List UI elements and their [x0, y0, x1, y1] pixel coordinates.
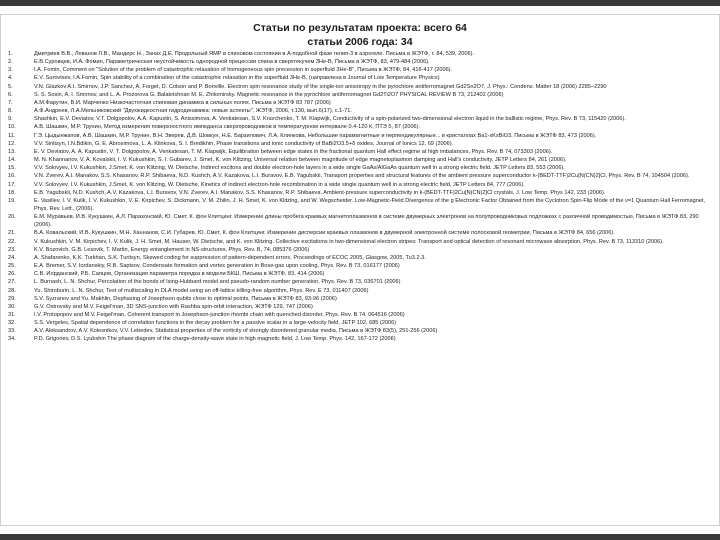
list-item: [8, 58, 714, 66]
list-item: [8, 50, 714, 58]
item-number: 34.: [8, 336, 16, 343]
list-item: [8, 213, 714, 229]
item-number: 27.: [8, 279, 16, 286]
list-item: [8, 303, 714, 311]
list-item: [8, 140, 714, 148]
list-item: [8, 164, 714, 172]
list-item: [8, 295, 714, 303]
list-item: [8, 189, 714, 197]
item-text: Г.Э. Цыдынжапов, А.В. Шашкин, М.Р. Трунин, В.Н. Зверев, Д.В. Шовкун, Н.Е. Барзилович, Л.А. Клинкова, Небольшие парамагнитные и перпендикулярные... в кристаллах Ba1-xKxBiO3, Письма в ЖЭТФ 83, 473 (2006).: [34, 132, 597, 139]
item-text: А.В. Шашкин, М.Р. Трунин, Метод измерения поверхностного импеданса сверхпроводников в температурном интервале 0.4-120 К, ПТЭ 5, 87 (2006).: [34, 124, 421, 131]
item-text: V.N. Zverev, A.I. Manakov, S.S. Khasanov, R.P. Shibaeva, N.D. Kushch, A.V. Kazakova, L.I. Buravov, E.B. Yagubskii, Transport properties and structural features of the ambient pressure superconductor k-(BEDT-TTF)2Cu[N(CN)2]Cl, Phys. Rev. B 74, 104504 (2006).: [34, 173, 690, 180]
item-text: S.S. Vergeles, Spatial dependence of correlation functions in the decay problem for a passive scalar in a large-velocity field, JETP 102, 685 (2006): [34, 320, 397, 327]
item-number: 8.: [8, 108, 13, 115]
list-item: [8, 327, 714, 335]
item-number: 25.: [8, 263, 16, 270]
item-text: A.V. Aleksandrov, A.V. Kolesnikov, V.V. Lebedev, Statistical properties of the vorticity of strongly disordered granular media, Письма в ЖЭТФ 83(5), 251-256 (2006): [34, 328, 438, 335]
item-text: I.A. Fomin, Comment on "Solution of the problem of catastrophic relaxation of homogeneous spin precession in superfluid 3He-B", Письма в ЖЭТФ, 84, 416-417 (2006).: [34, 67, 453, 74]
item-number: 15.: [8, 165, 16, 172]
item-text: Е.В.Суровцев, И.А. Фомин, Параметрическая неустойчивость однородной прецессии спина в сверхтекучем 3He-B, Письма в ЖЭТФ, 83, 479-484 (2006).: [34, 59, 430, 66]
list-item: [8, 172, 714, 180]
item-number: 19.: [8, 197, 16, 204]
item-text: L. Burnash, L. N. Shchur, Percolation of the bonds of Ising-Hubbard model and pseudo-random number generation, Phys. Rev. B 73, 036701 (2006): [34, 279, 401, 286]
item-text: В.А. Ковальский, И.В. Кукушкин, М.Н. Ханнанов, С.И. Губарев, Ю. Смет, К. фон Клитцинг. Измерение дисперсии краевых плазмонов в двумерной электронной системе полосковой геометрии, Письма в ЖЭТФ 84, 656 (2006).: [34, 230, 615, 237]
list-item: [8, 335, 714, 343]
item-number: 13.: [8, 148, 16, 155]
item-number: 28.: [8, 287, 16, 294]
item-text: E. V. Deviatov, A. A. Kapustin, V. T. Dolgopolov, A. Venkatesan, T. M. Klapwijk, Equilibration between edge states in the fractional quantum Hall effect regime at high imbalances, Phys. Rev. B 74, 073303 (2006).: [34, 148, 553, 155]
item-number: 2.: [8, 59, 13, 66]
item-text: S.V. Syzranov and Yu. Makhlin, Dephasing of Josephson qubits close to optimal points, Письма в ЖЭТФ 83, 93-96 (2006): [34, 295, 337, 302]
list-item: [8, 278, 714, 286]
item-text: А.М.Фарутин, В.И. Марченко Низкочастотная спиновая динамика в сильных полях. Письма в ЖЭТФ 83 787 (2006): [34, 99, 331, 106]
item-number: 18.: [8, 189, 16, 196]
item-number: 22.: [8, 238, 16, 245]
list-item: [8, 229, 714, 237]
item-number: 10.: [8, 124, 16, 131]
list-item: [8, 197, 714, 213]
list-item: [8, 246, 714, 254]
item-number: 9.: [8, 116, 13, 123]
list-item: [8, 83, 714, 91]
list-item: [8, 91, 714, 99]
item-number: 7.: [8, 99, 13, 106]
list-item: [8, 132, 714, 140]
item-number: 26.: [8, 271, 16, 278]
list-item: [8, 262, 714, 270]
item-number: 5.: [8, 83, 13, 90]
list-item: [8, 115, 714, 123]
bottom-frame-bar: [0, 526, 720, 534]
list-item: [8, 123, 714, 131]
item-text: E.A. Bremer, S.V. Iordanskiy, R.B. Saptsov, Condensate formation and vortex generation in Bose-gas upon cooling, Phys. Rev. B 73, 016177 (2006): [34, 263, 400, 270]
item-text: K.V. Bozovich, G.B. Lesovik, T. Martin, Energy entanglement in NS-structures, Phys. Rev. B, 74, 085376 (2006): [34, 246, 310, 253]
item-text: I.V. Protopopov and M.V. Feigel'man, Coherent transport in Josephson-junction rhombi chain with quenched disorder, Phys. Rev. B 74, 064516 (2006): [34, 312, 405, 318]
item-text: A. Shafarenko, K.K. Turkhan, S.K. Turitsyn, Skewed coding for suppression of pattern-dependent errors, Proceedings of ECOC 2005, Glasgow, 2005, Tu3.2.3.: [34, 254, 426, 261]
list-item: [8, 319, 714, 327]
item-text: E.B. Yagubskii, N.D. Kushch, A.V. Kazakova, L.I. Buravov, V.N. Zverev, A.I. Manakov, S.S. Khasanov, R.P. Shibaeva. Ambient-pressure superconductivity in k-(BEDT-TTF)2Cu[N(CN)2]Cl crystals, J. Low Temp. Phys 142, 233 (2006).: [34, 189, 606, 196]
item-number: 12.: [8, 140, 16, 147]
item-number: 4.: [8, 75, 13, 82]
list-item: [8, 238, 714, 246]
item-number: 24.: [8, 254, 16, 261]
list-item: [8, 181, 714, 189]
item-text: Дмитриев В.В., Леванов Л.В., Мандерс Н., Занах Д.Е. Продольный ЯМР в спиновом состоянии в A-подобной фазе гелия-3 в аэрогеле. Письма в ЖЭТФ, т. 84, 539, 2006).: [34, 51, 475, 57]
item-text: V. Kukushkin, V. M. Kirpichev, I. V. Kulik, J. H. Smet, M. Hauser, W. Dietsche, and K. von Klitzing. Collective excitations in two-dimensional electron stripes: Transport and optical detection of resonant microwave absorption, Phys. Rev. B 73, 113310 (2006).: [34, 238, 664, 245]
list-item: [8, 66, 714, 74]
item-text: P.D. Grigoriev, D.S. Lyubshin The phase diagram of the charge-density-wave state in high magnetic field, J. Low Temp. Phys. 142, 167-172 (2006): [34, 336, 396, 343]
list-item: [8, 287, 714, 295]
page-title: Статьи по результатам проекта: всего 64: [253, 22, 467, 34]
item-number: 23.: [8, 246, 16, 253]
list-item: [8, 156, 714, 164]
item-number: 3.: [8, 67, 13, 74]
item-number: 33.: [8, 328, 16, 335]
item-text: V.V. Sinitsyn, I.N.Bdikin, G. E. Abrosimova, L. A. Klinkova, S. I. Bredikhin, Phase transitions and ionic conductivity of BaBi2O3.5+δ oxides, Journal of Ionics 12, 69 (2006).: [34, 140, 454, 147]
item-text: M. N. Khannanov, V. A. Kovalskii, I. V. Kukushkin, S. I. Gubarev, J. Smet, K. von Klitzing, Universal relation between magnitude of edge magnetoplasmon damping and Hall's conductivity, JETP Letters 84, 261 (2006).: [34, 157, 567, 164]
top-frame-bar: [0, 6, 720, 14]
document-page: [0, 14, 720, 526]
item-text: А.Ф.Андреев, Л.А.Мельниковский "Двухжидкостная гидродинамика: новые аспекты", ЖЭТФ, 2006, т.130, вып.6(17), с.1-71.: [34, 108, 352, 115]
item-number: 16.: [8, 173, 16, 180]
list-item: [8, 254, 714, 262]
item-text: S. S. Sosin, A. I. Smirnov, and L. A. Prozorova G. Balakrishnan M. E. Zhitomirsky. Magnetic resonance in the pyrochlore antiferromagnet Gd2Ti2O7 PHYSICAL REVIEW B 73, 212402 (2006): [34, 91, 504, 98]
item-text: V.V. Solovyev, I.V. Kukushkin, J.Smet, K. von Klitzing, W. Dietsche, Indirect excitons and double electron-hole layers in a wide single GaAs/AlGaAs quantum well in a strong electric field, JETP Letters 83, 553 (2006).: [34, 165, 565, 172]
list-item: [8, 148, 714, 156]
list-item: [8, 270, 714, 278]
item-number: 30.: [8, 303, 16, 310]
item-text: Е.М. Муравьев, И.В. Кукушкин, А.Л. Парахонский, Ю. Смет, К. фон Клитцинг. Измерение длины пробега краевых магнитоплазмонов в системе двумерных электронов на полупроводниковых подложках с различной проводимостью, Письма в ЖЭТФ 83, 290 (2006).: [34, 214, 699, 229]
item-text: V.V. Solovyev, I.V. Kukushkin, J.Smet, K. von Klitzing, W. Dietsche, Kinetics of indirect electron-hole recombination in a wide single quantum well in a strong electric field, JETP Letters 84, 777 (2006).: [34, 181, 525, 188]
page-subtitle: статьи 2006 года: 34: [307, 36, 413, 48]
item-text: Shashkin, E.V. Deviatov, V.T. Dolgopolov, A.A. Kapustin, S. Anissimova, A. Venkatesan, S.V. Kravchenko, T. M. Klapwijk, Conductivity of a spin-polarized two-dimensional electron liquid in the ballistic regime, Phys. Rev. B 73, 115420 (2006).: [34, 116, 626, 123]
item-number: 17.: [8, 181, 16, 188]
item-text: Yu. Shiroburin, L. N. Shchur, Test of multiscaling in DLA model using an off-lattice killing-free algorithm, Phys. Rev. E 73, 011407 (2006): [34, 287, 369, 294]
item-text: С.В. Иорданский, Р.Б. Сапцов, Организация параметра порядка в модели БКШ, Письма в ЖЭТФ, 83, 414 (2006): [34, 271, 325, 278]
item-number: 21.: [8, 230, 16, 237]
item-number: 14.: [8, 157, 16, 164]
item-number: 32.: [8, 320, 16, 327]
item-text: E. Vasiliev, I. V. Kulik, I. V. Kukushkin, V. E. Kirpichev, S. Dickmann, V. M. Zhilin, J. H. Smet, K. von Klitzing, and W. Wegscheider. Low-Magnetic-Field Divergence of the g Electronic Factor Obtained from the Cyclotron Spin-Flip Mode of the ν=1 Quantum Hall Ferromagnet, Phys. Rev. Lett., (2006).: [34, 197, 706, 212]
item-number: 20.: [8, 214, 16, 221]
list-item: [8, 107, 714, 115]
item-number: 11.: [8, 132, 16, 139]
item-number: 31.: [8, 312, 16, 318]
item-text: G.V. Ostrovsky and M.V. Feigel'man, 3D SNS-junction with Rashba spin-orbit interaction, ЖЭТФ 129, 747 (2006): [34, 303, 313, 310]
list-item: [8, 74, 714, 82]
item-text: V.N. Glazkov A.I. Smirnov, J.P. Sanchez, A. Forget, D. Colson and P. Bonville. Electron spin resonance study of the single-ion anisotropy in the pyrochlore antiferromagnet Gd2Sn2O7. J. Phys.: Condens. Matter 18 (2006) 2285–2290: [34, 83, 607, 90]
list-item: [8, 311, 714, 319]
item-number: 6.: [8, 91, 13, 98]
item-number: 29.: [8, 295, 16, 302]
publication-list: [8, 50, 714, 344]
list-item: [8, 99, 714, 107]
item-number: 1.: [8, 51, 13, 57]
item-text: Е.V. Surovtsev, I.A.Fomin, Spin stability of a combination of the catastrophic relaxation in the superfluid 3He-B, (направлена в Journal of Low Temperature Physics): [34, 75, 440, 82]
